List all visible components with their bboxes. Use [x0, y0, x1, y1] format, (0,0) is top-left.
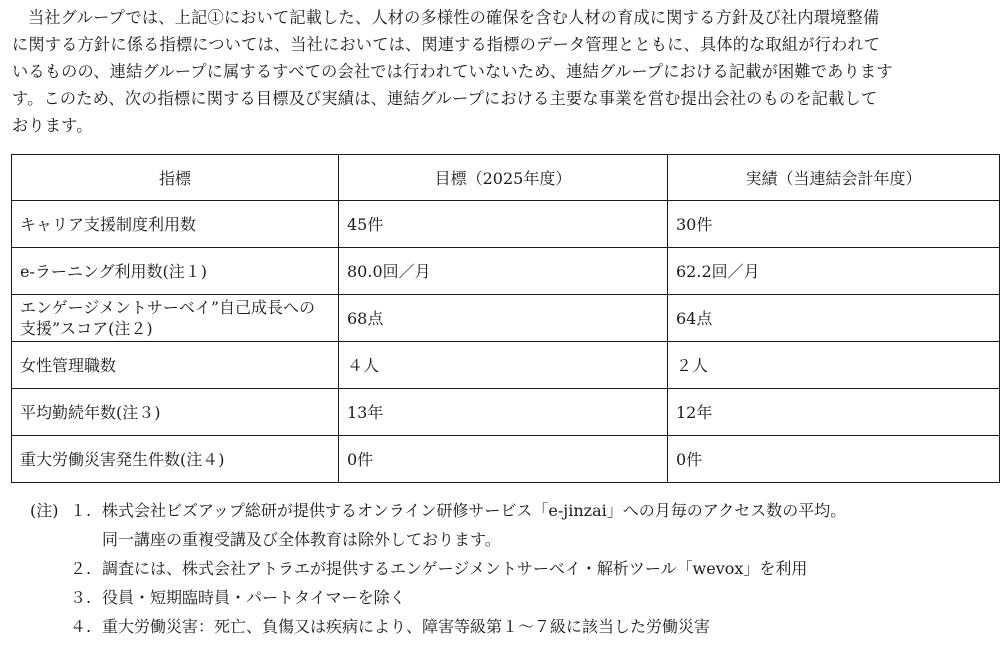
footnote-text: 重大労働災害：死亡、負傷又は疾病により、障害等級第１～７級に該当した労働災害 [102, 617, 711, 636]
footnote-number: ４. [70, 617, 92, 636]
footnote-number: ２. [70, 559, 92, 578]
indicator-cell: 重大労働災害発生件数(注４) [12, 436, 339, 483]
intro-line: いるものの、連結グループに属するすべての会社では行われていないため、連結グループにおける記載が困難であります [12, 62, 893, 81]
footnote-item [30, 554, 846, 583]
footnote-continuation: 同一講座の重複受講及び全体教育は除外しております。 [102, 530, 501, 549]
indicator-cell: キャリア支援制度利用数 [12, 201, 339, 248]
target-cell: 80.0回／月 [339, 248, 668, 295]
actual-cell: 30件 [668, 201, 1000, 248]
indicator-cell: エンゲージメントサーベイ”自己成長への支援”スコア(注２) [12, 295, 339, 342]
actual-cell: 12年 [668, 389, 1000, 436]
header-indicator: 指標 [12, 155, 339, 201]
actual-cell: 62.2回／月 [668, 248, 1000, 295]
indicator-cell: e-ラーニング利用数(注１) [12, 248, 339, 295]
indicator-cell: 女性管理職数 [12, 342, 339, 389]
target-cell: 0件 [339, 436, 668, 483]
target-cell: 13年 [339, 389, 668, 436]
table-row [12, 201, 1000, 248]
footnote-text: 株式会社ビズアップ総研が提供するオンライン研修サービス「e-jinzai」への月毎のアクセス数の平均。 [102, 501, 847, 520]
footnote-item [30, 583, 846, 612]
header-target: 目標（2025年度） [339, 155, 668, 201]
intro-line: す。このため、次の指標に関する目標及び実績は、連結グループにおける主要な事業を営む提出会社のものを記載して [12, 89, 878, 108]
footnote-prefix: (注) [30, 501, 59, 520]
footnote-item [30, 496, 846, 525]
target-cell: ４人 [339, 342, 668, 389]
metrics-table [11, 154, 1000, 483]
intro-line: おります。 [12, 116, 93, 135]
table-row [12, 342, 1000, 389]
actual-cell: 64点 [668, 295, 1000, 342]
table-row [12, 389, 1000, 436]
header-actual: 実績（当連結会計年度） [668, 155, 1000, 201]
actual-cell: ２人 [668, 342, 1000, 389]
target-cell: 45件 [339, 201, 668, 248]
target-cell: 68点 [339, 295, 668, 342]
footnote-text: 調査には、株式会社アトラエが提供するエンゲージメントサーベイ・解析ツール「wevox」を利用 [102, 559, 808, 578]
table-row [12, 436, 1000, 483]
footnote-number: ３. [70, 588, 92, 607]
footnotes [30, 496, 846, 641]
footnote-number: １. [70, 501, 92, 520]
intro-line: 当社グループでは、上記①において記載した、人材の多様性の確保を含む人材の育成に関する方針及び社内環境整備 [28, 8, 880, 27]
footnote-text: 役員・短期臨時員・パートタイマーを除く [102, 588, 406, 607]
table-header-row [12, 155, 1000, 201]
actual-cell: 0件 [668, 436, 1000, 483]
table-row [12, 295, 1000, 342]
intro-line: に関する方針に係る指標については、当社においては、関連する指標のデータ管理とともに、具体的な取組が行われて [12, 35, 881, 54]
footnote-item [30, 612, 846, 641]
intro-paragraph [12, 4, 1002, 139]
table-row [12, 248, 1000, 295]
indicator-cell: 平均勤続年数(注３) [12, 389, 339, 436]
